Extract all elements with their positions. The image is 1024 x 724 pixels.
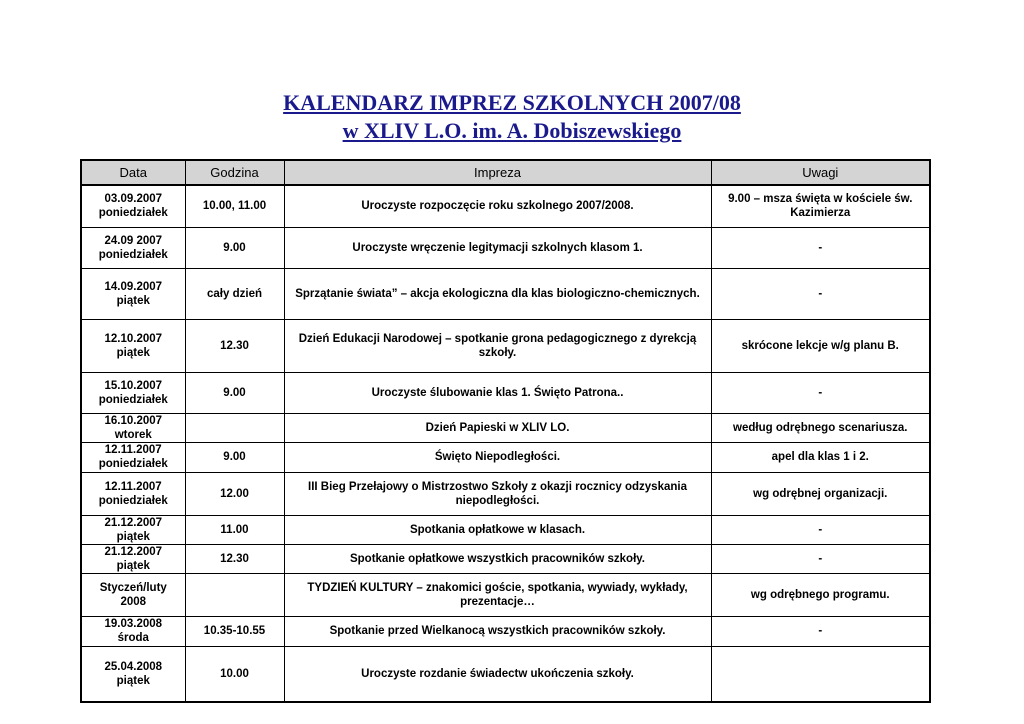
event-cell: Uroczyste ślubowanie klas 1. Święto Patrona.. [284, 372, 711, 413]
event-date: 03.09.2007 [104, 193, 163, 206]
event-day: środa [117, 632, 149, 644]
document-subtitle: w XLIV L.O. im. A. Dobiszewskiego [342, 118, 682, 143]
time-cell: 12.30 [185, 544, 284, 573]
date-cell [81, 515, 185, 544]
table-row [81, 616, 930, 646]
time-cell: 12.30 [185, 319, 284, 372]
table-row [81, 544, 930, 573]
date-cell [81, 472, 185, 515]
time-cell [185, 413, 284, 442]
event-day: piątek [116, 674, 150, 687]
notes-cell: wg odrębnej organizacji. [711, 472, 930, 515]
event-cell: Uroczyste rozdanie świadectw ukończenia szkoły. [284, 646, 711, 702]
table-row [81, 372, 930, 413]
event-day: poniedziałek [98, 494, 168, 507]
event-cell: III Bieg Przełajowy o Mistrzostwo Szkoły z okazji rocznicy odzyskania niepodległości. [284, 472, 711, 515]
event-date: 15.10.2007 [104, 379, 163, 392]
table-body [81, 185, 930, 702]
header-event: Impreza [284, 160, 711, 185]
event-cell: Uroczyste rozpoczęcie roku szkolnego 2007/2008. [284, 185, 711, 227]
time-cell: 10.00, 11.00 [185, 185, 284, 227]
event-day: piątek [116, 530, 150, 543]
notes-cell: skrócone lekcje w/g planu B. [711, 319, 930, 372]
event-cell: Uroczyste wręczenie legitymacji szkolnych klasom 1. [284, 227, 711, 268]
event-cell: Spotkanie opłatkowe wszystkich pracowników szkoły. [284, 544, 711, 573]
notes-cell: - [711, 372, 930, 413]
document-title: KALENDARZ IMPREZ SZKOLNYCH 2007/08 [283, 90, 741, 115]
notes-cell: według odrębnego scenariusza. [711, 413, 930, 442]
event-date: 16.10.2007 [104, 414, 163, 427]
time-cell: 10.35-10.55 [185, 616, 284, 646]
time-cell: 9.00 [185, 227, 284, 268]
table-header-row [81, 160, 930, 185]
header-date: Data [81, 160, 185, 185]
event-day: poniedziałek [98, 207, 168, 220]
date-cell [81, 544, 185, 573]
date-cell [81, 413, 185, 442]
event-day: piątek [116, 346, 150, 359]
event-date: 21.12.2007 [104, 516, 163, 529]
events-table [80, 159, 931, 703]
header-notes: Uwagi [711, 160, 930, 185]
table-row [81, 319, 930, 372]
notes-cell: wg odrębnego programu. [711, 573, 930, 616]
date-cell [81, 227, 185, 268]
time-cell: 9.00 [185, 442, 284, 472]
table-row [81, 185, 930, 227]
event-cell: Spotkania opłatkowe w klasach. [284, 515, 711, 544]
time-cell: 11.00 [185, 515, 284, 544]
event-date: 14.09.2007 [104, 280, 163, 293]
event-date: 12.10.2007 [104, 332, 163, 345]
notes-cell: - [711, 616, 930, 646]
notes-cell: - [711, 227, 930, 268]
notes-cell: - [711, 515, 930, 544]
table-row [81, 227, 930, 268]
event-day: piątek [116, 294, 150, 307]
table-row [81, 573, 930, 616]
table-row [81, 472, 930, 515]
date-cell [81, 372, 185, 413]
table-row [81, 515, 930, 544]
event-date: Styczeń/luty [99, 581, 167, 594]
date-cell [81, 442, 185, 472]
time-cell: cały dzień [185, 268, 284, 319]
date-cell [81, 616, 185, 646]
header-time: Godzina [185, 160, 284, 185]
notes-cell: 9.00 – msza święta w kościele św. Kazimierza [711, 185, 930, 227]
table-row [81, 413, 930, 442]
event-day: poniedziałek [98, 248, 168, 261]
event-date: 25.04.2008 [104, 660, 163, 673]
notes-cell: apel dla klas 1 i 2. [711, 442, 930, 472]
time-cell: 9.00 [185, 372, 284, 413]
event-cell: Dzień Edukacji Narodowej – spotkanie grona pedagogicznego z dyrekcją szkoły. [284, 319, 711, 372]
time-cell [185, 573, 284, 616]
event-day: wtorek [114, 428, 152, 441]
event-cell: Spotkanie przed Wielkanocą wszystkich pracowników szkoły. [284, 616, 711, 646]
event-day: poniedziałek [98, 393, 168, 406]
date-cell [81, 185, 185, 227]
table-row [81, 646, 930, 702]
time-cell: 12.00 [185, 472, 284, 515]
date-cell [81, 268, 185, 319]
event-date: 21.12.2007 [104, 545, 163, 558]
event-cell: Święto Niepodległości. [284, 442, 711, 472]
date-cell [81, 573, 185, 616]
date-cell [81, 319, 185, 372]
event-date: 24.09 2007 [104, 234, 163, 247]
event-cell: Dzień Papieski w XLIV LO. [284, 413, 711, 442]
notes-cell: - [711, 268, 930, 319]
event-date: 12.11.2007 [104, 444, 162, 456]
table-row [81, 442, 930, 472]
notes-cell [711, 646, 930, 702]
event-date: 12.11.2007 [104, 480, 162, 493]
event-date: 19.03.2008 [104, 618, 163, 630]
event-cell: TYDZIEŃ KULTURY – znakomici goście, spotkania, wywiady, wykłady, prezentacje… [284, 573, 711, 616]
event-day: piątek [116, 559, 150, 572]
event-day: 2008 [120, 595, 147, 608]
event-day: poniedziałek [98, 458, 168, 470]
date-cell [81, 646, 185, 702]
table-row [81, 268, 930, 319]
time-cell: 10.00 [185, 646, 284, 702]
event-cell: Sprzątanie świata” – akcja ekologiczna dla klas biologiczno-chemicznych. [284, 268, 711, 319]
notes-cell: - [711, 544, 930, 573]
